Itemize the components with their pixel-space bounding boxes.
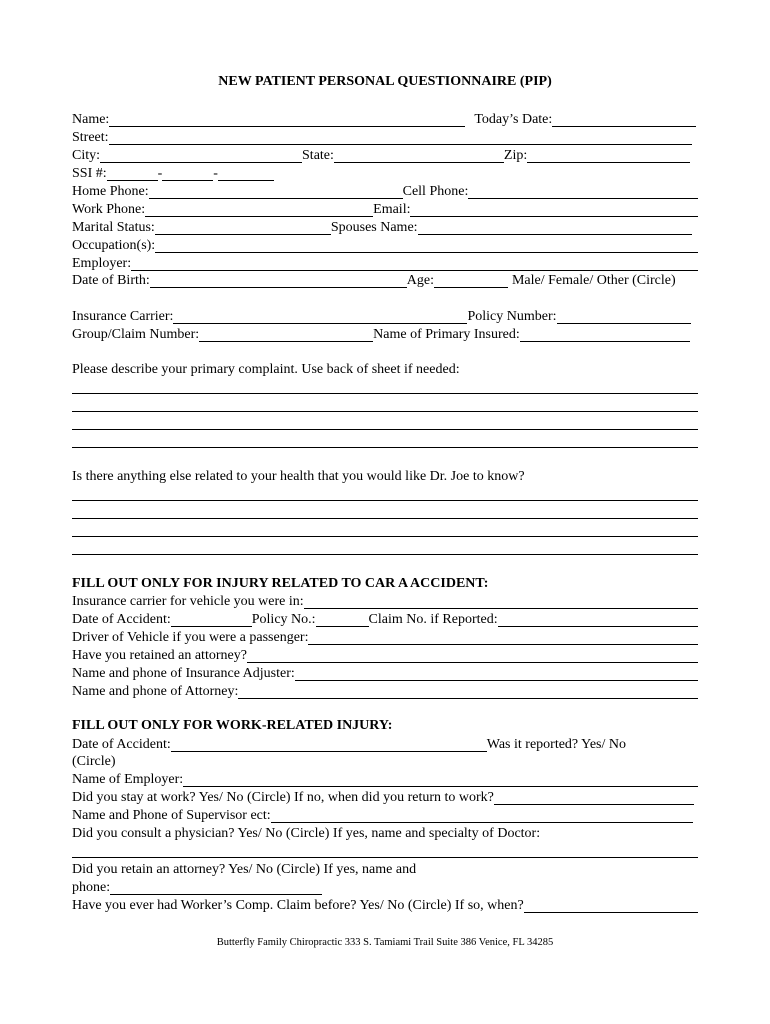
- health-line-3[interactable]: [72, 536, 698, 537]
- car-insurance-field[interactable]: [304, 596, 698, 609]
- car-policy-field[interactable]: [316, 614, 369, 627]
- phone-row: [72, 182, 698, 199]
- car-accident-heading: FILL OUT ONLY FOR INJURY RELATED TO CAR A ACCIDENT:: [72, 576, 489, 591]
- email-field[interactable]: [410, 204, 698, 217]
- policy-number-field[interactable]: [557, 311, 692, 324]
- supervisor-field[interactable]: [271, 810, 693, 823]
- zip-field[interactable]: [527, 150, 690, 163]
- work-attorney-phone-row: [72, 878, 322, 895]
- footer-address: Butterfly Family Chiropractic 333 S. Tamiami Trail Suite 386 Venice, FL 34285: [216, 937, 554, 948]
- supervisor-row: [72, 806, 693, 823]
- occupation-field[interactable]: [155, 240, 698, 253]
- name-field[interactable]: [109, 114, 465, 127]
- work-attorney-phone-label: phone:: [72, 880, 111, 895]
- complaint-line-3[interactable]: [72, 429, 698, 430]
- car-attorney-field[interactable]: [247, 650, 698, 663]
- ssi-part-3[interactable]: [218, 168, 274, 181]
- stay-at-work-label: Did you stay at work? Yes/ No (Circle) If no, when did you return to work?: [72, 790, 494, 805]
- city-row: [72, 146, 690, 163]
- spouses-name-field[interactable]: [418, 222, 692, 235]
- state-label: State:: [302, 148, 334, 163]
- employer-row: [72, 254, 698, 271]
- ssi-part-1[interactable]: [107, 168, 158, 181]
- work-phone-label: Work Phone:: [72, 202, 146, 217]
- occupation-label: Occupation(s):: [72, 238, 156, 253]
- health-line-2[interactable]: [72, 518, 698, 519]
- work-employer-row: [72, 770, 698, 787]
- work-employer-field[interactable]: [183, 774, 698, 787]
- complaint-line-1[interactable]: [72, 393, 698, 394]
- group-claim-label: Group/Claim Number:: [72, 327, 200, 342]
- todays-date-field[interactable]: [552, 114, 696, 127]
- employer-label: Employer:: [72, 256, 132, 271]
- stay-at-work-row: [72, 788, 694, 805]
- adjuster-field[interactable]: [295, 668, 698, 681]
- ssi-dash-1: -: [157, 166, 163, 181]
- driver-field[interactable]: [308, 632, 698, 645]
- home-phone-label: Home Phone:: [72, 184, 149, 199]
- insurance-carrier-label: Insurance Carrier:: [72, 309, 174, 324]
- primary-insured-field[interactable]: [520, 329, 690, 342]
- work-injury-heading: FILL OUT ONLY FOR WORK-RELATED INJURY:: [72, 718, 393, 733]
- car-date-label: Date of Accident:: [72, 612, 171, 627]
- was-reported-label[interactable]: Was it reported? Yes/ No: [486, 737, 626, 752]
- attorney-name-field[interactable]: [238, 686, 698, 699]
- street-field[interactable]: [109, 132, 692, 145]
- car-attorney-label: Have you retained an attorney?: [72, 648, 247, 663]
- dob-label: Date of Birth:: [72, 273, 150, 288]
- car-attorney-row: [72, 646, 698, 663]
- circle-note: (Circle): [72, 754, 116, 769]
- age-label: Age:: [406, 273, 434, 288]
- street-row: [72, 128, 692, 145]
- marital-status-label: Marital Status:: [72, 220, 155, 235]
- cell-phone-label: Cell Phone:: [402, 184, 469, 199]
- stay-at-work-field[interactable]: [494, 792, 694, 805]
- ssi-label: SSI #:: [72, 166, 107, 181]
- ssi-row: [72, 164, 274, 181]
- car-claim-field[interactable]: [498, 614, 698, 627]
- ssi-part-2[interactable]: [162, 168, 213, 181]
- work-phone-field[interactable]: [145, 204, 373, 217]
- zip-label: Zip:: [503, 148, 528, 163]
- primary-insured-label: Name of Primary Insured:: [373, 327, 520, 342]
- health-line-4[interactable]: [72, 554, 698, 555]
- street-label: Street:: [72, 130, 109, 145]
- work-attorney-phone-field[interactable]: [110, 882, 322, 895]
- workers-comp-row: [72, 896, 698, 913]
- todays-date-label: Today’s Date:: [474, 112, 553, 127]
- work-phone-row: [72, 200, 698, 217]
- work-date-field[interactable]: [171, 739, 487, 752]
- state-field[interactable]: [334, 150, 504, 163]
- retain-attorney-prompt: Did you retain an attorney? Yes/ No (Circle) If yes, name and: [72, 862, 417, 877]
- car-policy-label: Policy No.:: [251, 612, 316, 627]
- work-date-label: Date of Accident:: [72, 737, 171, 752]
- car-claim-label: Claim No. if Reported:: [368, 612, 498, 627]
- attorney-name-row: [72, 682, 698, 699]
- spouses-name-label: Spouses Name:: [330, 220, 418, 235]
- complaint-prompt: Please describe your primary complaint. Use back of sheet if needed:: [72, 362, 460, 377]
- ssi-dash-2: -: [213, 166, 218, 181]
- employer-field[interactable]: [131, 258, 698, 271]
- insurance-carrier-row: [72, 307, 691, 324]
- workers-comp-field[interactable]: [524, 900, 698, 913]
- group-claim-row: [72, 325, 690, 342]
- adjuster-row: [72, 664, 698, 681]
- car-date-field[interactable]: [171, 614, 252, 627]
- name-row: [72, 110, 696, 127]
- driver-row: [72, 628, 698, 645]
- car-insurance-row: [72, 592, 698, 609]
- dob-row: [72, 271, 676, 288]
- health-line-1[interactable]: [72, 500, 698, 501]
- attorney-name-label: Name and phone of Attorney:: [72, 684, 239, 699]
- gender-options[interactable]: Male/ Female/ Other (Circle): [511, 273, 676, 288]
- marital-row: [72, 218, 692, 235]
- occupation-row: [72, 236, 698, 253]
- driver-label: Driver of Vehicle if you were a passenger:: [72, 630, 309, 645]
- physician-prompt: Did you consult a physician? Yes/ No (Circle) If yes, name and specialty of Doctor:: [72, 826, 541, 841]
- adjuster-label: Name and phone of Insurance Adjuster:: [72, 666, 295, 681]
- complaint-line-4[interactable]: [72, 447, 698, 448]
- form-title: NEW PATIENT PERSONAL QUESTIONNAIRE (PIP): [218, 74, 552, 89]
- group-claim-field[interactable]: [199, 329, 373, 342]
- cell-phone-field[interactable]: [468, 186, 698, 199]
- city-field[interactable]: [100, 150, 302, 163]
- physician-line[interactable]: [72, 857, 698, 858]
- marital-status-field[interactable]: [155, 222, 331, 235]
- workers-comp-label: Have you ever had Worker’s Comp. Claim before? Yes/ No (Circle) If so, when?: [72, 898, 524, 913]
- age-field[interactable]: [434, 275, 508, 288]
- email-label: Email:: [373, 202, 411, 217]
- work-date-row: [72, 735, 626, 752]
- health-prompt: Is there anything else related to your health that you would like Dr. Joe to know?: [72, 469, 525, 484]
- car-accident-details-row: [72, 610, 698, 627]
- dob-field[interactable]: [150, 275, 407, 288]
- insurance-carrier-field[interactable]: [173, 311, 467, 324]
- supervisor-label: Name and Phone of Supervisor ect:: [72, 808, 271, 823]
- car-insurance-label: Insurance carrier for vehicle you were in:: [72, 594, 304, 609]
- city-label: City:: [72, 148, 101, 163]
- complaint-line-2[interactable]: [72, 411, 698, 412]
- policy-number-label: Policy Number:: [467, 309, 557, 324]
- name-label: Name:: [72, 112, 110, 127]
- work-employer-label: Name of Employer:: [72, 772, 184, 787]
- home-phone-field[interactable]: [149, 186, 403, 199]
